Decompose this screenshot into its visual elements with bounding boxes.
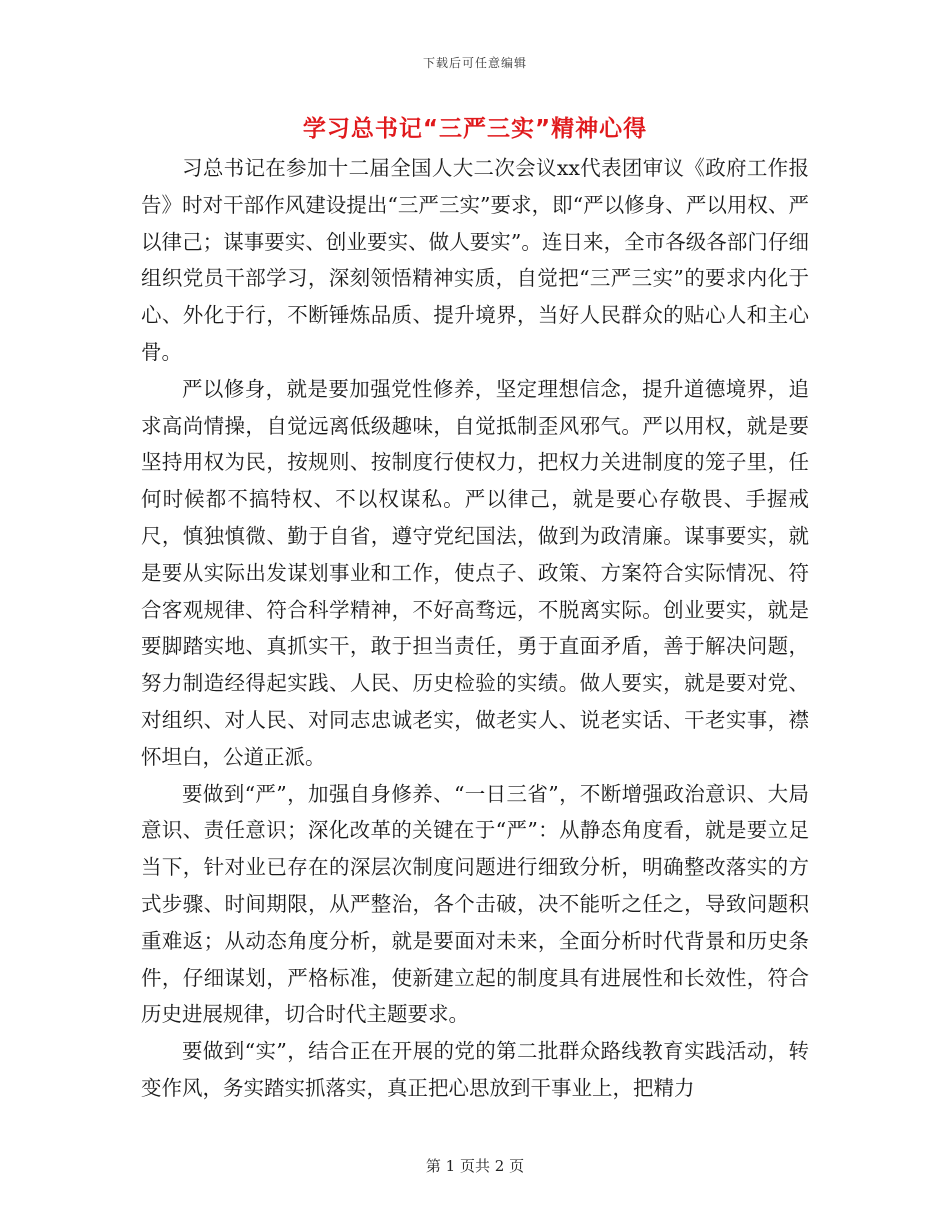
document-body [141,150,809,1107]
paragraph-2: 严以修身，就是要加强党性修养，坚定理想信念，提升道德境界，追求高尚情操，自觉远离低级趣味，自觉抵制歪风邪气。严以用权，就是要坚持用权为民，按规则、按制度行使权力，把权力关进制度的笼子里，任何时候都不搞特权、不以权谋私。严以律己，就是要心存敬畏、手握戒尺，慎独慎微、勤于自省，遵守党纪国法，做到为政清廉。谋事要实，就是要从实际出发谋划事业和工作，使点子、政策、方案符合实际情况、符合客观规律、符合科学精神，不好高骛远，不脱离实际。创业要实，就是要脚踏实地、真抓实干，敢于担当责任，勇于直面矛盾，善于解决问题，努力制造经得起实践、人民、历史检验的实绩。做人要实，就是要对党、对组织、对人民、对同志忠诚老实，做老实人、说老实话、干老实事，襟怀坦白，公道正派。 [141,376,809,769]
paragraph-4: 要做到“实”，结合正在开展的党的第二批群众路线教育实践活动，转变作风，务实踏实抓落实，真正把心思放到干事业上，把精力 [141,1039,809,1100]
header-note: 下载后可任意编辑 [422,56,527,70]
paragraph-1: 习总书记在参加十二届全国人大二次会议xx代表团审议《政府工作报告》时对干部作风建设提出“三严三实”要求，即“严以修身、严以用权、严以律己；谋事要实、创业要实、做人要实”。连日来，全市各级各部门仔细组织党员干部学习，深刻领悟精神实质，自觉把“三严三实”的要求内化于心、外化于行，不断锤炼品质、提升境界，当好人民群众的贴心人和主心骨。 [141,156,809,364]
document-title: 学习总书记“三严三实”精神心得 [302,116,648,142]
paragraph-3: 要做到“严”，加强自身修养、“一日三省”，不断增强政治意识、大局意识、责任意识；深化改革的关键在于“严”：从静态角度看，就是要立足当下，针对业已存在的深层次制度问题进行细致分析，明确整改落实的方式步骤、时间期限，从严整治，各个击破，决不能听之任之，导致问题积重难返；从动态角度分析，就是要面对未来，全面分析时代背景和历史条件，仔细谋划，严格标准，使新建立起的制度具有进展性和长效性，符合历史进展规律，切合时代主题要求。 [141,781,809,1027]
page-number: 第 1 页共 2 页 [425,1157,525,1175]
